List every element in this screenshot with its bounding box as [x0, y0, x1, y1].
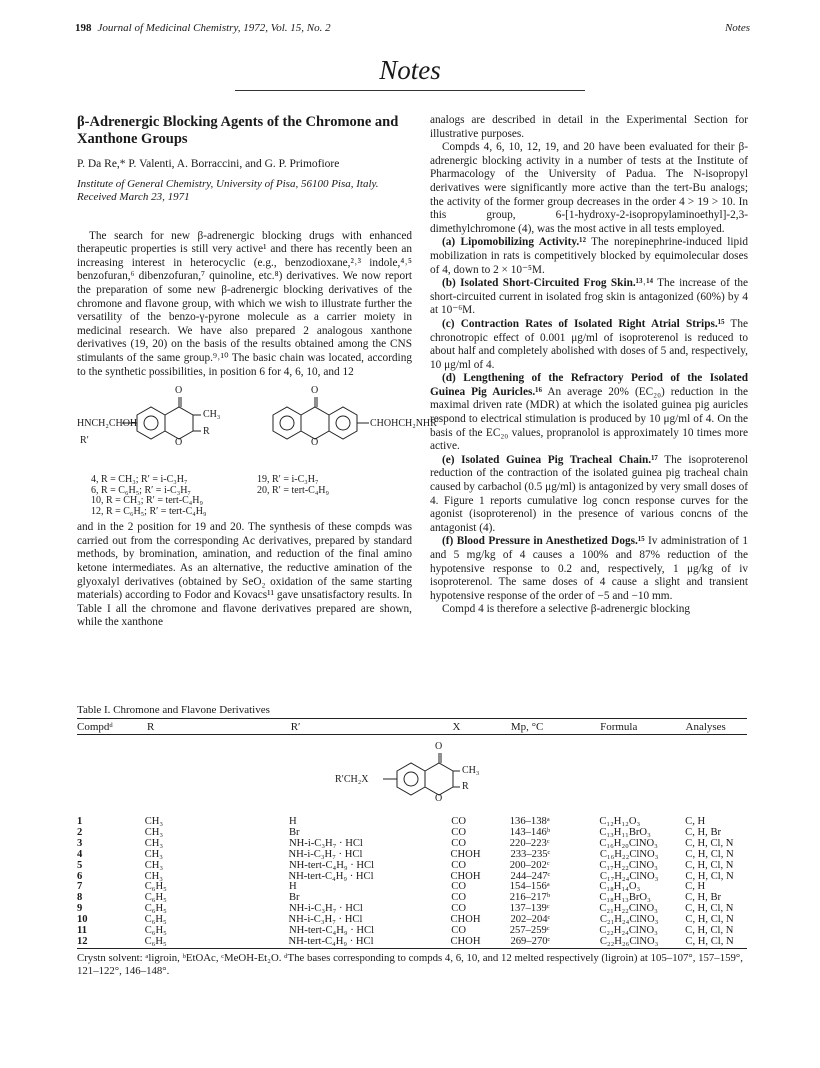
institution: Institute of General Chemistry, University of Pisa, 56100 Pisa, Italy. — [77, 177, 379, 190]
right-paragraph — [430, 318, 748, 372]
x-cell: CHOH — [450, 870, 481, 882]
mp-cell: 154–156ᵃ — [509, 881, 550, 893]
right-paragraph — [430, 535, 748, 603]
table-caption: Table I. Chromone and Flavone Derivatives — [77, 704, 270, 716]
formula-cell: C₁₇H₂₂ClNO₃ — [599, 859, 658, 871]
core-substituent: R′CH₂X — [335, 774, 369, 785]
analyses-cell: C, H, Cl, N — [685, 935, 734, 947]
compd-cell: 10 — [77, 914, 88, 926]
r-cell: C₆H₅ — [144, 914, 167, 926]
right-paragraph — [430, 236, 748, 277]
r-cell: C₆H₅ — [144, 925, 167, 937]
compd-cell: 2 — [77, 826, 83, 838]
section-title: Notes — [379, 55, 441, 85]
affiliation — [77, 178, 412, 204]
compd-cell: 6 — [77, 870, 83, 882]
legend-line: 20, R′ = tert-C₄H₉ — [257, 484, 330, 496]
paragraph-text: Compds 4, 6, 10, 12, 19, and 20 have been evaluated for their β-adrenergic blocking activity in a number of tests at the Institute of Pharmacology of the University of Padua. The N-isopropyl derivatives were significantly more active than the tert-Bu analogs; the activity of the former group decreases in the order 4 > 19 > 10. In this group, 6-[1-hydroxy-2-isopropylaminoethyl]-2,3-dimethylchromone (4), was the most active in all tests employed. — [430, 141, 748, 235]
formula-cell: C₁₇H₂₄ClNO₃ — [599, 870, 659, 882]
column-header: Formula — [600, 720, 638, 733]
table-bottom-rule — [77, 948, 747, 949]
legend-xanthones — [257, 475, 329, 496]
paragraph-heading: (c) Contraction Rates of Isolated Right Atrial Strips.¹⁵ — [442, 317, 725, 330]
compd-cell: 9 — [77, 903, 83, 915]
r-cell: C₆H₅ — [144, 935, 167, 947]
right-paragraph — [430, 277, 748, 318]
mp-cell: 244–247ᶜ — [510, 870, 551, 882]
compd-cell: 4 — [77, 848, 83, 860]
carbonyl-o-1: O — [175, 385, 183, 397]
r-prime-cell: Br — [288, 892, 300, 904]
analyses-cell: C, H, Cl, N — [685, 925, 734, 937]
paragraph-text: An average 20% (EC₂₀) reduction in the maximal driven rate (MDR) at which the isolated guinea pig auricles respond to electrical stimulation is produced by 10 μg/ml of 4. On the basis of the EC₂₀ values, propranolol is approximately 10 times more active. — [430, 385, 748, 453]
compd-cell: 12 — [77, 935, 88, 947]
paragraph-text: The isoproterenol reduction of the contraction of the isolated guinea pig tracheal chain caused by carbachol (0.5 μg/ml) is antagonized by very small doses of 4. Figure 1 reports cumulative log concn response curves for the agonist (isoproterenol) in the presence of various concns of the antagonist (4). — [430, 453, 748, 534]
paragraph-text: The chronotropic effect of 0.001 μg/ml of isoproterenol is reduced to about half and completely abolished with doses of 5 and, respectively, 10 μg/ml of 4. — [430, 317, 748, 371]
mp-cell: 136–138ᵃ — [509, 816, 550, 827]
x-cell: CO — [451, 881, 466, 893]
legend-line: 19, R′ = i-C₃H₇ — [257, 474, 319, 486]
analyses-cell: C, H, Cl, N — [685, 848, 734, 860]
core-carbonyl-o: O — [435, 741, 443, 752]
column-header: Analyses — [685, 720, 726, 733]
x-cell: CHOH — [450, 935, 481, 947]
analyses-cell: C, H, Cl, N — [685, 914, 734, 926]
mp-cell: 269–270ᶜ — [510, 935, 551, 947]
r-prime-cell: NH-tert-C₄H₉ · HCl — [288, 859, 375, 871]
r-prime-cell: NH-i-C₃H₇ · HCl — [288, 848, 363, 860]
right-paragraph — [430, 114, 748, 141]
column-header: R — [147, 720, 155, 733]
article-authors: P. Da Re,* P. Valenti, A. Borraccini, and G. P. Primofiore — [77, 158, 340, 170]
r-prime-cell: Br — [288, 826, 300, 838]
chemical-structures — [77, 385, 440, 517]
r-prime-cell: NH-tert-C₄H₉ · HCl — [288, 925, 375, 937]
column-header: R′ — [290, 720, 301, 733]
compd-cell: 7 — [77, 881, 83, 893]
formula-cell: C₂₁H₂₄ClNO₃ — [599, 914, 659, 926]
legend-chromones — [91, 475, 206, 517]
analyses-cell: C, H, Cl, N — [685, 859, 734, 871]
r-cell: CH₃ — [144, 848, 164, 860]
compd-cell: 11 — [77, 925, 88, 937]
table-1 — [77, 704, 747, 978]
paragraph-text: Iv administration of 1 and 5 mg/kg of 4 causes a 100% and 87% reduction of the hypotensive response to 0.2 and, respectively, 1 μg/kg of iv isoproterenol. The same doses of 4 cause a slight and transient hypotensive response of the order of −5 and −10 mm. — [430, 535, 748, 602]
right-paragraph — [430, 372, 748, 454]
core-r: R — [462, 781, 469, 792]
formula-cell: C₁₈H₁₃BrO₃ — [599, 892, 651, 904]
paragraph-text: analogs are described in detail in the Experimental Section for illustrative purposes. — [430, 114, 748, 140]
r-cell: CH₃ — [144, 826, 164, 838]
table-body — [77, 817, 747, 948]
r-prime-cell: NH-i-C₃H₇ · HCl — [288, 914, 363, 926]
chromone-core-drawing — [77, 735, 747, 817]
page-number: 198 — [75, 22, 92, 34]
formula-cell: C₁₆H₂₂ClNO₃ — [599, 848, 659, 860]
r-prime-cell: NH-i-C₃H₇ · HCl — [288, 837, 363, 849]
table-structure — [77, 735, 747, 817]
formula-cell: C₁₈H₁₄O₃ — [599, 881, 641, 893]
formula-cell: C₁₃H₁₁BrO₃ — [599, 826, 651, 838]
formula-cell: C₁₂H₁₂O₃ — [599, 816, 641, 827]
carbonyl-o-2: O — [311, 385, 319, 397]
mp-cell: 137–139ᶜ — [509, 903, 550, 915]
right-paragraph — [430, 603, 748, 617]
paragraph-heading: (f) Blood Pressure in Anesthetized Dogs.¹⁵ — [442, 535, 645, 548]
x-cell: CO — [451, 903, 466, 915]
mp-cell: 220–223ᶜ — [509, 837, 550, 849]
table-header-row — [77, 719, 747, 734]
paragraph-text: The increase of the short-circuited current in isolated frog skin is antagonized (60%) by 4 at 10⁻⁶M. — [430, 277, 748, 317]
left-column — [77, 114, 440, 630]
mp-cell: 257–259ᶜ — [509, 925, 550, 937]
ring-o-2: O — [311, 437, 319, 449]
ring-o-1: O — [175, 437, 183, 449]
right-substituent: CHOHCH₂NHR′ — [370, 418, 440, 430]
mp-cell: 143–146ᵇ — [509, 826, 551, 838]
right-column — [430, 114, 748, 617]
table-footnote: Crystn solvent: ᵃligroin, ᵇEtOAc, ᶜMeOH-Et₂O. ᵈThe bases corresponding to compds 4, 6, 10, and 12 melted respectively (ligroin) at 105–107°, 157–159°, 121–122°, 146–148°. — [77, 951, 743, 977]
column-header: Compdᵈ — [77, 720, 113, 733]
analyses-cell: C, H, Br — [685, 826, 722, 838]
r-cell: C₆H₅ — [144, 892, 167, 904]
legend-line: 4, R = CH₃; R′ = i-C₃H₇ — [91, 474, 188, 486]
mp-cell: 216–217ᵇ — [509, 892, 551, 904]
r-cell: CH₃ — [144, 837, 164, 849]
paragraph-heading: (a) Lipomobilizing Activity.¹² — [442, 236, 586, 249]
paragraph-text: Compd 4 is therefore a selective β-adrenergic blocking — [442, 603, 691, 616]
received-date: Received March 23, 1971 — [77, 190, 190, 203]
intro-paragraph: The search for new β-adrenergic blocking drugs with enhanced therapeutic properties is still very active¹ and there has recently been an increasing interest in heterocyclic (e.g., benzodioxane,²˒³ indole,⁴˒⁵ benzofuran,⁶ dibenzofuran,⁷ quinoline, etc.⁸) derivatives. We now report the preparation of some new β-adrenergic blocking derivatives of the chromone and flavone group, with which we wish to illustrate further the versatility of the benzo-γ-pyrone molecule as a carrier moiety in medicinal research. We have also prepared 2 analogous xanthone derivatives (19, 20) on the basis of the results obtained among the CNS stimulants of the same group.⁹˒¹⁰ The basic chain was located, according to the synthetic possibilities, in position 6 for 4, 6, 10, and 12 — [77, 229, 412, 378]
mp-cell: 202–204ᶜ — [510, 914, 551, 926]
legend-line: 12, R = C₆H₅; R′ = tert-C₄H₉ — [91, 505, 207, 517]
formula-cell: C₂₂H₂₆ClNO₃ — [599, 935, 659, 947]
legend-line: 10, R = CH₃; R′ = tert-C₄H₉ — [91, 495, 203, 507]
compd-cell: 1 — [77, 816, 83, 827]
header-section: Notes — [724, 22, 750, 34]
analyses-cell: C, H, Cl, N — [685, 903, 734, 915]
table-row — [77, 937, 747, 948]
r-cell: C₆H₅ — [144, 881, 167, 893]
paragraph-heading: (d) Lengthening of the Refractory Period of the Isolated Guinea Pig Auricles.¹⁶ — [430, 372, 748, 398]
analyses-cell: C, H — [685, 816, 706, 827]
column-header: Mp, °C — [510, 720, 544, 733]
analyses-cell: C, H, Br — [685, 892, 722, 904]
x-cell: CHOH — [450, 914, 481, 926]
ch3-label: CH₃ — [203, 409, 221, 421]
paragraph-heading: (e) Isolated Guinea Pig Tracheal Chain.¹⁷ — [442, 453, 658, 466]
analyses-cell: C, H, Cl, N — [685, 837, 734, 849]
formula-cell: C₂₁H₂₂ClNO₃ — [599, 903, 658, 915]
table-row — [77, 850, 747, 861]
r-prime-cell: NH-tert-C₄H₉ · HCl — [288, 870, 374, 882]
x-cell: CO — [451, 892, 466, 904]
x-cell: CO — [451, 925, 466, 937]
x-cell: CO — [451, 826, 466, 838]
r-cell: C₆H₅ — [144, 903, 167, 915]
x-cell: CHOH — [450, 848, 481, 860]
r-cell: CH₃ — [144, 816, 164, 827]
x-cell: CO — [451, 859, 466, 871]
r-cell: CH₃ — [144, 870, 164, 882]
r-prime-cell: H — [288, 816, 297, 827]
column-header: X — [452, 720, 461, 733]
mp-cell: 233–235ᶜ — [510, 848, 551, 860]
paragraph-text: The norepinephrine-induced lipid mobilization in rats is competitively blocked by equimolecular doses of 4, down to 2 × 10⁻⁵M. — [430, 236, 748, 276]
compd-cell: 5 — [77, 859, 83, 871]
structure-drawing — [77, 389, 412, 469]
analyses-cell: C, H — [685, 881, 706, 893]
x-cell: CO — [451, 816, 466, 827]
r-label: R — [203, 426, 210, 438]
table-row — [77, 872, 747, 883]
analyses-cell: C, H, Cl, N — [685, 870, 734, 882]
legend-line: 6, R = C₆H₅; R′ = i-C₃H₇ — [91, 484, 191, 496]
r-cell: CH₃ — [144, 859, 164, 871]
core-ch3: CH₃ — [462, 765, 480, 776]
formula-cell: C₁₆H₂₀ClNO₃ — [599, 837, 658, 849]
left-substituent: HNCH₂CHOH — [77, 418, 138, 430]
compd-cell: 3 — [77, 837, 83, 849]
r-prime-cell: NH-i-C₃H₇ · HCl — [288, 903, 363, 915]
running-header — [75, 22, 750, 34]
article-title: β-Adrenergic Blocking Agents of the Chromone and Xanthone Groups — [77, 114, 399, 147]
right-paragraph — [430, 454, 748, 536]
synthesis-paragraph: and in the 2 position for 19 and 20. The synthesis of these compds was carried out from the corresponding Ac derivatives, prepared by standard methods, by bromination, amination, and reduction of the final amino ketone intermediates. As an alternative, the reductive amination of the glyoxalyl derivatives (obtained by SeO₂ oxidation of the same starting materials) according to Fodor and Kovacs¹¹ gave unsatisfactory results. In Table I all the chromone and flavone derivatives prepared are shown, while the xanthone — [77, 521, 412, 629]
x-cell: CO — [451, 837, 466, 849]
left-r-prime: R′ — [80, 435, 89, 447]
r-prime-cell: NH-tert-C₄H₉ · HCl — [288, 935, 374, 947]
journal-citation: Journal of Medicinal Chemistry, 1972, Vol. 15, No. 2 — [97, 22, 331, 34]
header-left — [75, 22, 331, 34]
title-rule — [235, 90, 585, 91]
right-paragraph — [430, 141, 748, 236]
table-row — [77, 861, 747, 872]
paragraph-heading: (b) Isolated Short-Circuited Frog Skin.¹³˒¹⁴ — [442, 277, 653, 290]
mp-cell: 200–202ᶜ — [509, 859, 550, 871]
core-ring-o: O — [435, 793, 443, 804]
r-prime-cell: H — [288, 881, 297, 893]
compd-cell: 8 — [77, 892, 83, 904]
formula-cell: C₂₂H₂₄ClNO₃ — [599, 925, 658, 937]
